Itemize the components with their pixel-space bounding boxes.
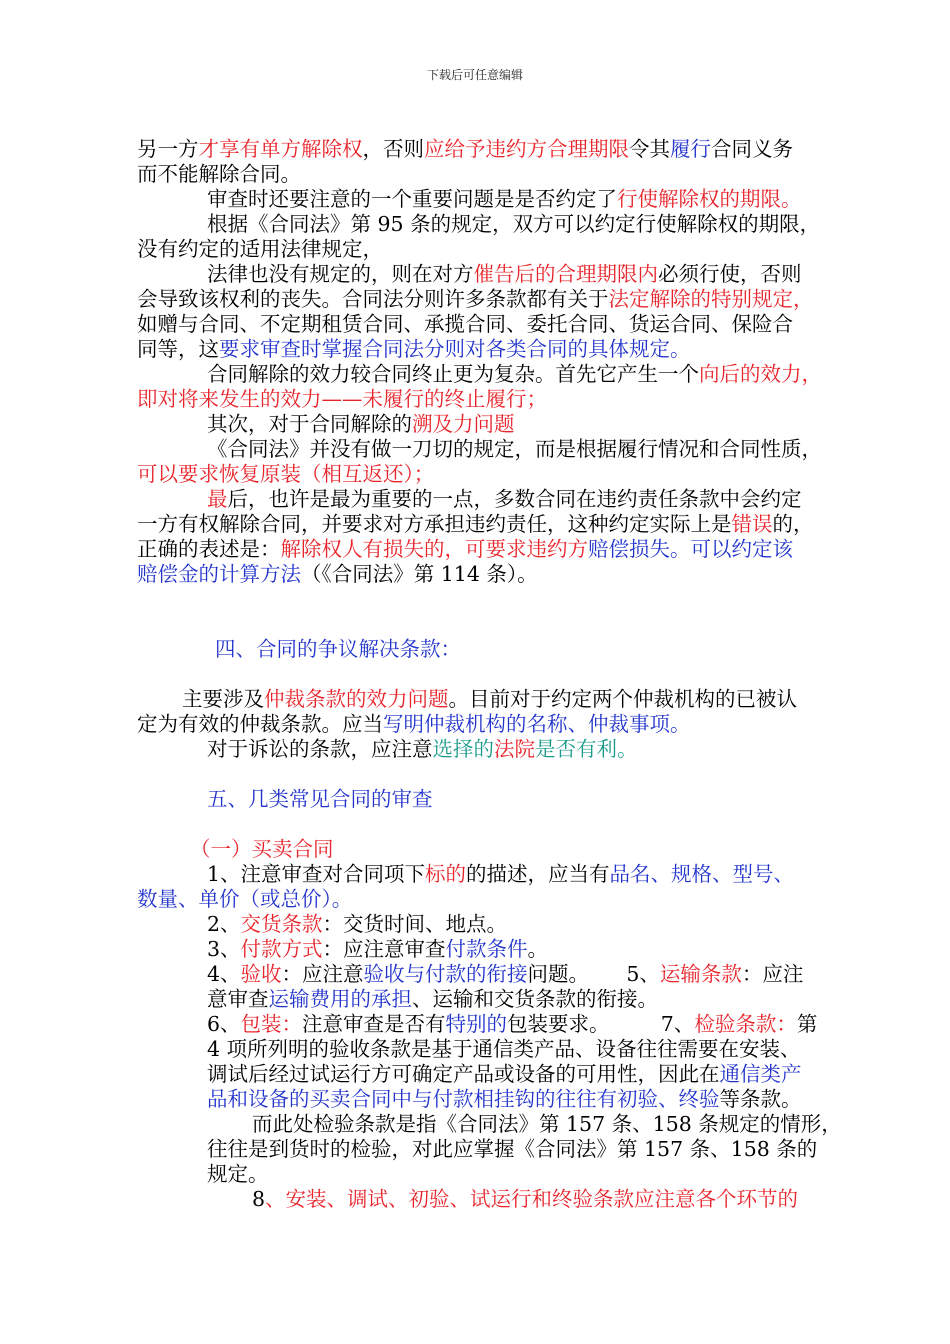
text-segment: 3、 [207, 937, 241, 961]
text-segment: 另一方 [137, 137, 199, 161]
text-segment: ：应注意审查 [322, 937, 446, 961]
text-line [207, 987, 658, 1012]
text-segment: 即对将来发生的效力——未履行的终止履行； [137, 387, 547, 411]
text-line [137, 287, 814, 312]
text-segment: 运输费用的承担 [268, 987, 412, 1011]
text-segment: 的描述，应当有 [466, 862, 610, 886]
text-segment: 、运输和交货条款的衔接。 [412, 987, 658, 1011]
text-segment: 交货条款 [240, 912, 323, 936]
text-line [207, 862, 794, 887]
text-line [137, 237, 383, 262]
text-segment: 四、合同的争议解决条款： [215, 637, 461, 661]
text-segment: 等条款。 [719, 1087, 802, 1111]
text-line [207, 1087, 802, 1112]
text-segment: 才享有单方解除权 [198, 137, 363, 161]
text-line [137, 562, 538, 587]
text-segment: 包装要求。 7、 [507, 1012, 695, 1036]
text-line [207, 212, 820, 237]
text-segment: （《合同法》第 114 条）。 [301, 562, 538, 586]
text-line [137, 512, 814, 537]
text-segment: 根据《合同法》第 95 条的规定，双方可以约定行使解除权的期限， [207, 212, 821, 236]
text-segment: 会导致该权利的丧失。合同法分则许多条款都有关于 [137, 287, 609, 311]
text-segment: 包装： [240, 1012, 303, 1036]
text-line [137, 162, 301, 187]
text-segment: 问题。 5、 [527, 962, 660, 986]
text-segment: ，否则 [362, 137, 424, 161]
text-line [137, 887, 352, 912]
text-segment: 验收与付款的衔接 [363, 962, 528, 986]
text-segment: 2、 [207, 912, 241, 936]
text-segment: 往往是到货时的检验，对此应掌握《合同法》第 157 条、158 条的 [207, 1137, 818, 1161]
text-segment: 选择的 [432, 737, 494, 761]
text-segment: 主要涉及 [182, 687, 264, 711]
text-segment: 对于诉讼的条款，应注意 [207, 737, 433, 761]
text-line [207, 362, 822, 387]
text-line [215, 637, 461, 662]
text-line [252, 1187, 798, 1212]
text-segment: 解除权人有损失的，可要求违约方 [280, 537, 588, 561]
text-segment: 检验条款： [694, 1012, 797, 1036]
text-segment: 法院 [494, 737, 535, 761]
text-segment: 意审查 [207, 987, 269, 1011]
text-line [207, 1162, 269, 1187]
text-line [207, 1012, 817, 1037]
text-segment: 品和设备的买卖合同中与付款相挂钩的往往有初验、终验 [207, 1087, 720, 1111]
text-segment: 正确的表述是： [137, 537, 281, 561]
text-segment: 法定解除的特别规定， [608, 287, 814, 311]
text-segment: 后，也许是最为重要的一点，多数合同在违约责任条款中会约定 [227, 487, 802, 511]
text-segment: 最 [207, 487, 228, 511]
text-segment: 赔偿金的计算方法 [137, 562, 301, 586]
text-segment: 审查时还要注意的一个重要问题是是否约定了 [207, 187, 617, 211]
text-segment: 特别的 [445, 1012, 508, 1036]
text-line [252, 1112, 842, 1137]
text-line [137, 537, 793, 562]
text-segment: 品名、规格、型号、 [609, 862, 795, 886]
text-segment: 《合同法》并没有做一刀切的规定，而是根据履行情况和合同性质， [207, 437, 822, 461]
text-segment: 一方有权解除合同，并要求对方承担违约责任，这种约定实际上是 [137, 512, 732, 536]
text-segment: 4 项所列明的验收条款是基于通信类产品、设备往往需要在安装、 [207, 1037, 801, 1061]
text-segment: 错误 [731, 512, 773, 536]
text-segment: 通信类产 [719, 1062, 802, 1086]
text-line [137, 337, 691, 362]
text-segment: 令其 [629, 137, 670, 161]
text-segment: 赔偿损失。可以约定该 [588, 537, 793, 561]
text-segment: 是否有利。 [535, 737, 638, 761]
text-segment: 法律也没有规定的，则在对方 [207, 262, 474, 286]
text-segment: 第 [796, 1012, 818, 1036]
text-segment: 而此处检验条款是指《合同法》第 157 条、158 条规定的情形， [252, 1112, 842, 1136]
text-segment: 合同解除的效力较合同终止更为复杂。首先它产生一个 [207, 362, 699, 386]
text-line [207, 1037, 801, 1062]
text-segment: 8 [252, 1187, 266, 1211]
text-line [207, 937, 548, 962]
text-line [137, 462, 434, 487]
text-line [207, 412, 515, 437]
text-line [207, 787, 433, 812]
text-segment: ：交货时间、地点。 [322, 912, 508, 936]
text-segment: （一）买卖合同 [190, 837, 334, 861]
text-segment: 同等，这 [137, 337, 219, 361]
text-line [207, 1062, 802, 1087]
text-segment: 1、注意审查对合同项下 [207, 862, 426, 886]
text-segment: 如赠与合同、不定期租赁合同、承揽合同、委托合同、货运合同、保险合 [137, 312, 793, 336]
text-segment: 的， [772, 512, 814, 536]
text-line [207, 187, 802, 212]
text-segment: 向后的效力， [699, 362, 822, 386]
text-segment: 4、 [207, 962, 241, 986]
text-segment: 6、 [207, 1012, 241, 1036]
text-segment: 而不能解除合同。 [137, 162, 301, 186]
text-line [207, 912, 507, 937]
text-segment: 、安装、调试、初验、试运行和终验条款应注意各个环节的 [265, 1187, 799, 1211]
text-line [137, 712, 691, 737]
text-segment: 溯及力问题 [412, 412, 515, 436]
text-segment: 合同义务 [711, 137, 793, 161]
page-header: 下载后可任意编辑 [426, 68, 523, 82]
text-segment: ：应注意 [281, 962, 364, 986]
text-segment: 定为有效的仲裁条款。应当 [137, 712, 383, 736]
text-line [207, 1137, 817, 1162]
text-segment: 调试后经过试运行方可确定产品或设备的可用性，因此在 [207, 1062, 720, 1086]
text-segment: 要求审查时掌握合同法分则对各类合同的具体规定。 [219, 337, 691, 361]
text-segment: 验收 [240, 962, 282, 986]
text-segment: 其次，对于合同解除的 [207, 412, 412, 436]
text-segment: 履行 [670, 137, 711, 161]
text-segment: ：应注 [741, 962, 804, 986]
text-segment: 写明仲裁机构的名称、仲裁事项。 [383, 712, 691, 736]
text-line [207, 487, 802, 512]
text-segment: 没有约定的适用法律规定， [137, 237, 383, 261]
text-line [207, 437, 822, 462]
text-segment: 。目前对于约定两个仲裁机构的已被认 [448, 687, 797, 711]
text-segment: 注意审查是否有 [302, 1012, 446, 1036]
text-line [207, 262, 802, 287]
text-line [182, 687, 797, 712]
text-segment: 付款条件 [445, 937, 528, 961]
text-line [137, 387, 547, 412]
text-segment: 付款方式 [240, 937, 323, 961]
text-segment: 仲裁条款的效力问题 [264, 687, 449, 711]
text-segment: 催告后的合理期限内 [473, 262, 658, 286]
text-line [190, 837, 334, 862]
text-segment: 必须行使，否则 [658, 262, 802, 286]
text-segment: 应给予违约方合理期限 [424, 137, 629, 161]
text-segment: 。 [527, 937, 549, 961]
text-line [137, 137, 793, 162]
text-segment: 五、几类常见合同的审查 [207, 787, 433, 811]
text-segment: 行使解除权的期限。 [617, 187, 802, 211]
text-line [137, 312, 793, 337]
text-segment: 数量、单价（或总价）。 [137, 887, 353, 911]
text-segment: 运输条款 [659, 962, 742, 986]
text-segment: 可以要求恢复原装（相互返还）； [137, 462, 435, 486]
text-line [207, 737, 638, 762]
text-segment: 规定。 [207, 1162, 269, 1186]
text-segment: 标的 [425, 862, 467, 886]
text-line [207, 962, 803, 987]
